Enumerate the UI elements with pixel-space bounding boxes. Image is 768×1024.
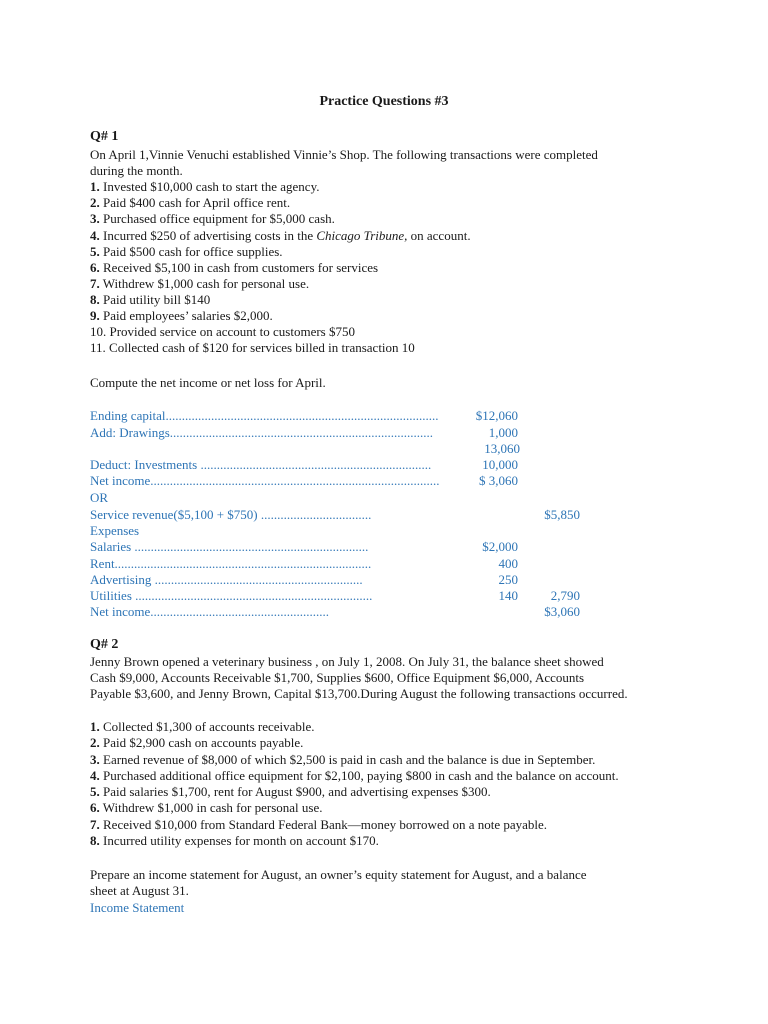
answer-amount: 10,000 <box>482 457 518 472</box>
answer-label: Add: Drawings................................................................................. <box>90 425 434 440</box>
q1-item: 6. Received $5,100 in cash from customers for services <box>90 260 379 275</box>
q1-item: 4. Incurred $250 of advertising costs in the Chicago Tribune, on account. <box>90 228 471 243</box>
answer-label: Salaries ........................................................................ <box>90 539 369 554</box>
q2-intro-line-2: Cash $9,000, Accounts Receivable $1,700, Supplies $600, Office Equipment $6,000, Accounts <box>90 670 585 685</box>
q1-item: 11. Collected cash of $120 for services billed in transaction 10 <box>90 340 415 355</box>
question-2-heading: Q# 2 <box>90 637 119 652</box>
q1-item: 3. Purchased office equipment for $5,000 cash. <box>90 211 335 226</box>
answer-amount: 140 <box>498 588 518 603</box>
q2-question-line-2: sheet at August 31. <box>90 883 189 898</box>
q2-intro-line-3: Payable $3,600, and Jenny Brown, Capital $13,700.During August the following transactions occurred. <box>90 686 628 701</box>
q2-item: 7. Received $10,000 from Standard Federal Bank—money borrowed on a note payable. <box>90 817 548 832</box>
answer-heading: Income Statement <box>90 900 185 915</box>
answer-label: Expenses <box>90 523 140 538</box>
answer-amount: 13,060 <box>484 441 520 456</box>
q2-item: 3. Earned revenue of $8,000 of which $2,500 is paid in cash and the balance is due in September. <box>90 752 596 767</box>
q2-item: 1. Collected $1,300 of accounts receivable. <box>90 719 315 734</box>
answer-amount: $3,060 <box>544 604 580 619</box>
q2-item: 5. Paid salaries $1,700, rent for August $900, and advertising expenses $300. <box>90 784 491 799</box>
answer-amount: 250 <box>498 572 518 587</box>
q2-item: 2. Paid $2,900 cash on accounts payable. <box>90 735 304 750</box>
q2-item: 4. Purchased additional office equipment for $2,100, paying $800 in cash and the balance on account. <box>90 768 619 783</box>
answer-label: Rent............................................................................... <box>90 556 372 571</box>
q1-item: 1. Invested $10,000 cash to start the agency. <box>90 179 320 194</box>
answer-label: Service revenue($5,100 + $750) .................................. <box>90 507 372 522</box>
answer-amount: $5,850 <box>544 507 580 522</box>
q1-intro-line-1: On April 1,Vinnie Venuchi established Vinnie’s Shop. The following transactions were completed <box>90 147 598 162</box>
q1-item: 5. Paid $500 cash for office supplies. <box>90 244 283 259</box>
q1-item: 9. Paid employees’ salaries $2,000. <box>90 308 273 323</box>
answer-label: Net income......................................................................................... <box>90 473 440 488</box>
answer-label: Ending capital.................................................................................... <box>90 408 439 423</box>
answer-amount: 2,790 <box>550 588 580 603</box>
answer-label: Utilities ......................................................................... <box>90 588 373 603</box>
q2-question-line-1: Prepare an income statement for August, an owner’s equity statement for August, and a balance <box>90 867 587 882</box>
q1-item: 2. Paid $400 cash for April office rent. <box>90 195 291 210</box>
q1-intro-line-2: during the month. <box>90 163 183 178</box>
answer-amount: 1,000 <box>488 425 518 440</box>
q1-item: 10. Provided service on account to customers $750 <box>90 324 355 339</box>
answer-label: Advertising ................................................................ <box>90 572 363 587</box>
q2-item: 6. Withdrew $1,000 in cash for personal use. <box>90 800 323 815</box>
answer-label: Deduct: Investments ....................................................................... <box>90 457 432 472</box>
q1-question: Compute the net income or net loss for April. <box>90 375 326 390</box>
answer-amount: $2,000 <box>482 539 518 554</box>
page-title: Practice Questions #3 <box>319 94 449 109</box>
answer-amount: $ 3,060 <box>479 473 518 488</box>
q1-item: 7. Withdrew $1,000 cash for personal use. <box>90 276 310 291</box>
answer-amount: $12,060 <box>475 408 518 423</box>
answer-label: OR <box>90 490 109 505</box>
answer-label: Net income....................................................... <box>90 604 330 619</box>
q2-intro-line-1: Jenny Brown opened a veterinary business , on July 1, 2008. On July 31, the balance sheet showed <box>90 654 604 669</box>
q1-item: 8. Paid utility bill $140 <box>90 292 211 307</box>
q2-item: 8. Incurred utility expenses for month on account $170. <box>90 833 379 848</box>
answer-amount: 400 <box>498 556 518 571</box>
question-1-heading: Q# 1 <box>90 129 119 144</box>
